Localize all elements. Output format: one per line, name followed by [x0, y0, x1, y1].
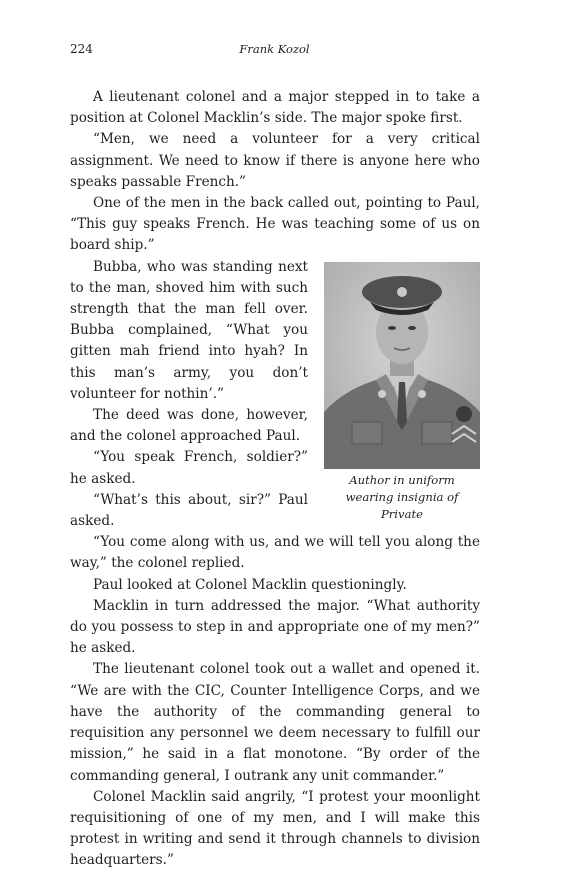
paragraph: “Men, we need a volunteer for a very critical assignment. We need to know if there is anyone here who speaks passable French.” [70, 131, 480, 190]
paragraph: The deed was done, however, and the colonel approached Paul. [70, 407, 308, 445]
running-head: Frank Kozol [239, 42, 310, 56]
paragraph: A lieutenant colonel and a major stepped in to take a position at Colonel Macklin’s side. The major spoke first. [70, 89, 480, 127]
paragraph: Bubba, who was standing next to the man, shoved him with such strength that the man fell over. Bubba complained, “What you gitten mah friend into hyah? In this man’s army, you don’t volunteer for nothin’.” [70, 258, 308, 402]
soldier-portrait-photo [324, 262, 480, 469]
paragraph: Paul looked at Colonel Macklin questioningly. [93, 576, 407, 593]
page-number: 224 [70, 42, 93, 56]
body-text [70, 87, 480, 872]
photo-caption: Author in uniform wearing insignia of Private [345, 472, 459, 521]
paragraph: The lieutenant colonel took out a wallet and opened it. “We are with the CIC, Counter Intelligence Corps, and we have the authority of the commanding general to requisition any personnel we deem necessary to fulfill our mission,” he said in a flat monotone. “By order of the commanding general, I outrank any unit commander.” [70, 661, 480, 784]
page-header [70, 42, 479, 58]
paragraph: One of the men in the back called out, pointing to Paul, “This guy speaks French. He was teaching some of us on board ship.” [70, 195, 480, 254]
paragraph: “You speak French, soldier?” he asked. [70, 449, 308, 487]
paragraph: “You come along with us, and we will tell you along the way,” the colonel replied. [70, 534, 480, 572]
paragraph: “What’s this about, sir?” Paul asked. [70, 491, 308, 530]
paragraph: Colonel Macklin said angrily, “I protest your moonlight requisitioning of one of my men, and I will make this protest in writing and send it through channels to division headquarters.” [70, 788, 480, 869]
paragraph: Macklin in turn addressed the major. “What authority do you possess to step in and appropriate one of my men?” he asked. [70, 597, 480, 657]
figure [324, 262, 480, 523]
portrait-icon [324, 262, 480, 469]
